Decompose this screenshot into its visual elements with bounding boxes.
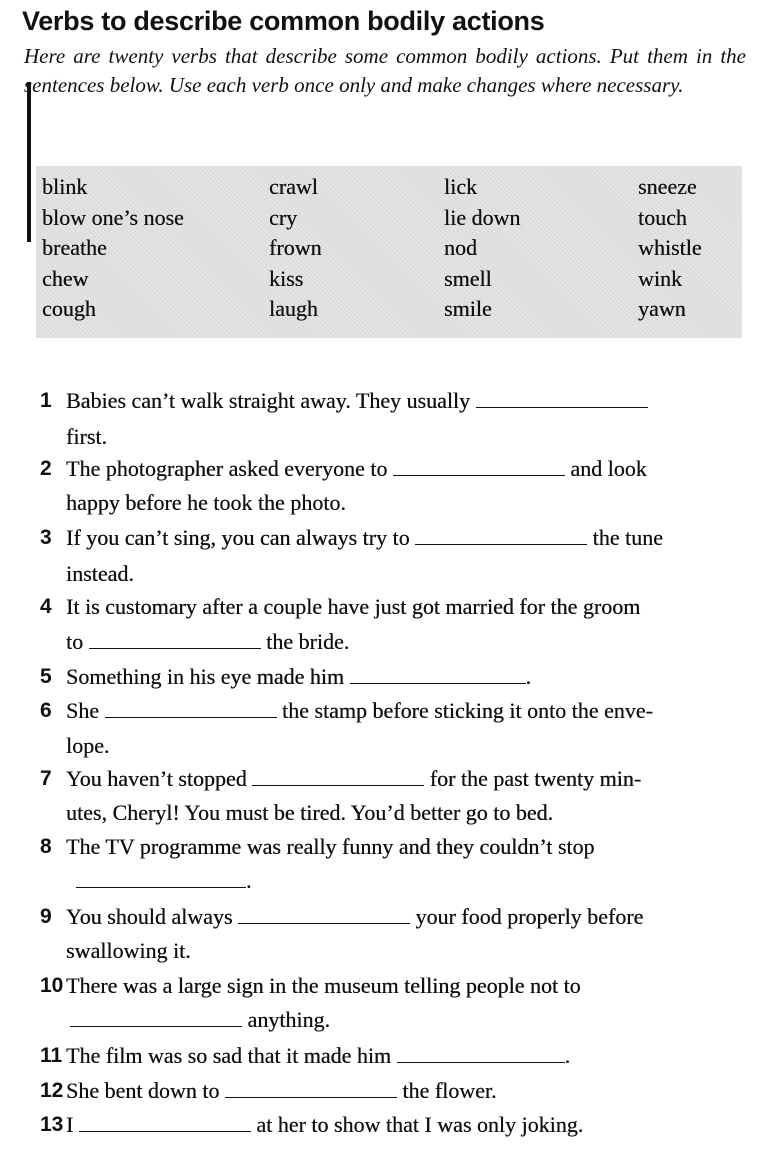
word-item: yawn <box>638 296 686 321</box>
item-text: The film was so sad that it made him <box>66 1043 392 1068</box>
word-item: whistle <box>638 235 702 260</box>
answer-blank[interactable] <box>476 387 648 408</box>
item-text: swallowing it. <box>66 938 191 963</box>
item-text: I <box>66 1112 74 1137</box>
item-line <box>66 1074 746 1108</box>
item-text: . <box>525 664 532 689</box>
answer-blank[interactable] <box>89 628 261 649</box>
item-line <box>66 1039 746 1073</box>
item-text: and look <box>570 456 647 481</box>
answer-blank[interactable] <box>350 663 526 684</box>
item-line <box>66 625 746 659</box>
answer-blank[interactable] <box>70 1006 242 1027</box>
item-text: at her to show that I was only joking. <box>256 1112 584 1137</box>
answer-blank[interactable] <box>252 765 424 786</box>
item-text: You haven’t stopped <box>66 766 247 791</box>
item-text: If you can’t sing, you can always try to <box>66 525 410 550</box>
word-item: smell <box>444 265 492 291</box>
answer-blank[interactable] <box>238 903 410 924</box>
item-text: instead. <box>66 561 134 586</box>
item-line <box>66 521 746 555</box>
item-line <box>66 694 746 728</box>
item-number: 2 <box>40 457 52 480</box>
item-text: The TV programme was really funny and they couldn’t stop <box>66 834 595 859</box>
item-text: She <box>66 698 99 723</box>
word-item: sneeze <box>638 174 697 199</box>
answer-blank[interactable] <box>415 524 587 545</box>
item-number: 8 <box>40 835 52 858</box>
item-line <box>66 762 746 796</box>
word-item: blow one’s nose <box>42 204 184 230</box>
word-item: lick <box>444 174 477 199</box>
answer-blank[interactable] <box>105 697 277 718</box>
item-text: the tune <box>592 525 663 550</box>
item-text: happy before he took the photo. <box>66 490 346 515</box>
word-column-4 <box>638 172 702 325</box>
item-line <box>66 384 746 418</box>
item-number: 11 <box>40 1044 63 1067</box>
item-text: It is customary after a couple have just got married for the groom <box>66 594 641 619</box>
item-text: utes, Cheryl! You must be tired. You’d better go to bed. <box>66 800 554 825</box>
word-item: crawl <box>269 174 318 199</box>
item-number: 7 <box>40 767 52 790</box>
item-number: 9 <box>40 905 52 928</box>
item-text: Babies can’t walk straight away. They usually <box>66 388 471 413</box>
item-line <box>66 900 746 934</box>
word-item: kiss <box>269 265 304 291</box>
item-number: 10 <box>40 974 64 997</box>
word-item: chew <box>42 265 89 291</box>
answer-blank[interactable] <box>397 1042 565 1063</box>
item-number: 12 <box>40 1079 64 1102</box>
item-number: 3 <box>40 526 52 549</box>
item-text: You should always <box>66 904 233 929</box>
page-title: Verbs to describe common bodily actions <box>22 6 545 36</box>
margin-bar <box>27 82 31 242</box>
item-line <box>66 557 746 591</box>
item-text: the stamp before sticking it onto the enve- <box>282 698 653 723</box>
word-item: cry <box>269 204 298 230</box>
word-item: lie down <box>444 204 521 230</box>
item-number: 13 <box>40 1113 64 1136</box>
word-item: wink <box>638 265 682 291</box>
item-text: first. <box>66 424 107 449</box>
item-line <box>66 969 746 1003</box>
word-item: frown <box>269 235 322 260</box>
item-line <box>66 452 746 486</box>
item-text: . <box>564 1043 571 1068</box>
word-item: cough <box>42 296 96 321</box>
item-line <box>66 660 746 694</box>
item-text: to <box>66 629 84 654</box>
answer-blank[interactable] <box>393 455 565 476</box>
item-text: the bride. <box>266 629 350 654</box>
word-item: blink <box>42 174 88 199</box>
word-item: laugh <box>269 296 318 321</box>
item-line <box>66 796 746 830</box>
item-number: 4 <box>40 595 52 618</box>
item-number: 1 <box>40 389 52 412</box>
item-text: your food properly before <box>415 904 644 929</box>
word-item: touch <box>638 204 687 230</box>
item-text: anything. <box>247 1007 330 1032</box>
item-number: 6 <box>40 699 52 722</box>
answer-blank[interactable] <box>79 1111 251 1132</box>
item-text: The photographer asked everyone to <box>66 456 388 481</box>
item-text: Something in his eye made him <box>66 664 345 689</box>
item-text: There was a large sign in the museum telling people not to <box>66 973 581 998</box>
answer-blank[interactable] <box>225 1077 397 1098</box>
item-line <box>70 1003 746 1037</box>
item-text: the flower. <box>402 1078 497 1103</box>
item-line <box>66 420 746 454</box>
instructions: Here are twenty verbs that describe some common bodily actions. Put them in the sentences below. Use each verb once only and make changes where necessary. <box>24 44 746 97</box>
item-line <box>66 934 746 968</box>
item-line <box>66 486 746 520</box>
item-number: 5 <box>40 665 52 688</box>
word-column-2 <box>269 172 322 325</box>
word-item: nod <box>444 235 477 260</box>
item-text: . <box>246 868 252 893</box>
word-item: breathe <box>42 235 107 260</box>
item-line <box>66 729 746 763</box>
answer-blank[interactable] <box>76 867 246 888</box>
item-line <box>76 864 746 898</box>
word-item: smile <box>444 296 492 321</box>
item-text: for the past twenty min- <box>429 766 642 791</box>
item-line <box>66 590 746 624</box>
item-text: lope. <box>66 733 110 758</box>
item-line <box>66 830 746 864</box>
word-box <box>36 166 742 338</box>
word-column-3 <box>444 172 520 325</box>
word-column-1 <box>42 172 184 325</box>
item-text: She bent down to <box>66 1078 220 1103</box>
item-line <box>66 1108 746 1142</box>
